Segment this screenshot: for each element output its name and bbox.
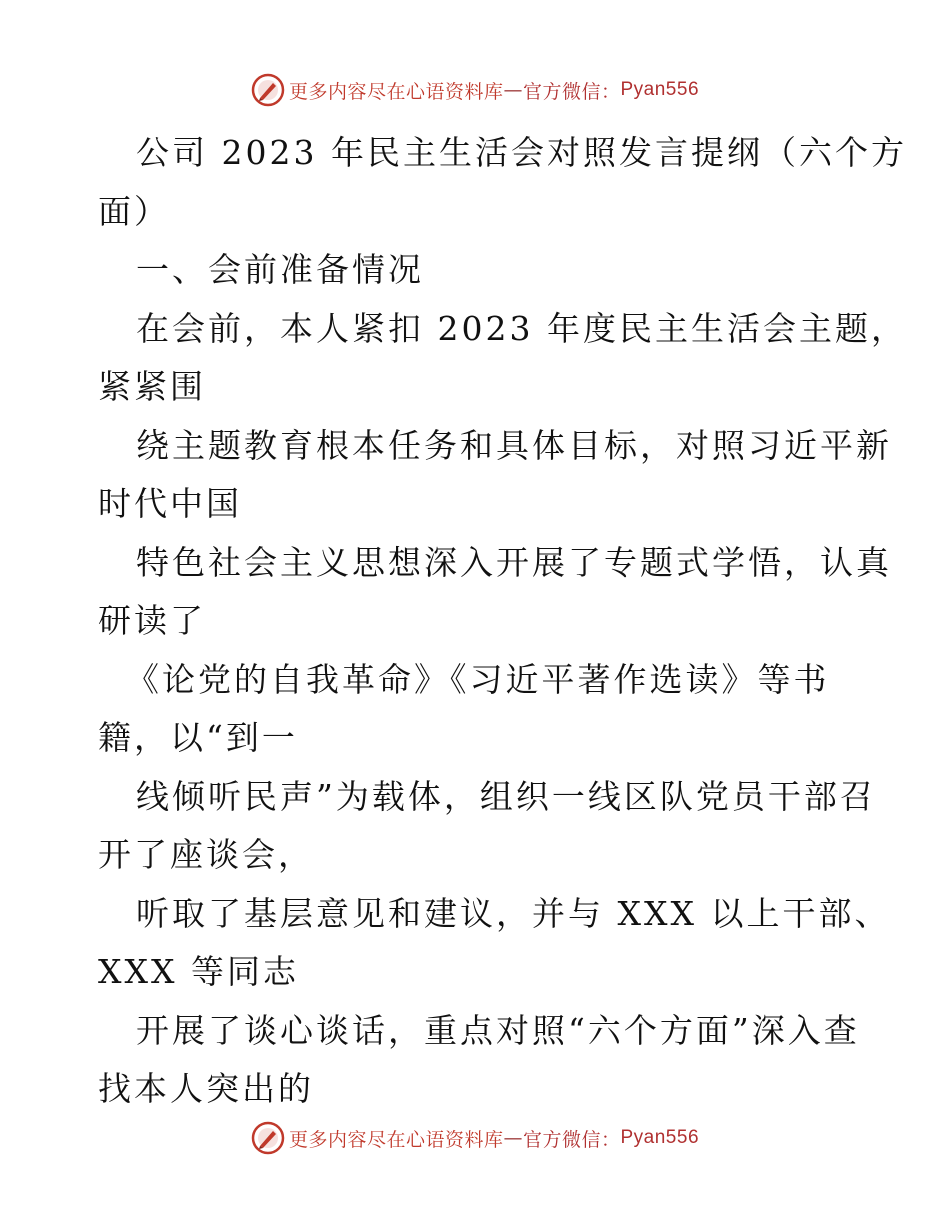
paragraph-line: 特色社会主义思想深入开展了专题式学悟，认真 [136, 542, 892, 582]
paragraph-line: 线倾听民声”为载体，组织一线区队党员干部召 [136, 776, 876, 816]
banner-official-label: 官方微信： [522, 80, 621, 103]
banner-wechat-id: Pyan556 [620, 1127, 700, 1148]
banner-text: 更多内容尽在心语资料库 [288, 1128, 504, 1151]
paragraph-line: 籍，以“到一 [98, 718, 298, 757]
banner-text: 更多内容尽在心语资料库 [288, 80, 504, 103]
document-body [98, 124, 907, 1119]
paragraph-line: 绕主题教育根本任务和具体目标，对照习近平新 [136, 425, 892, 465]
paragraph-line: 时代中国 [98, 484, 242, 523]
banner-official-label: 官方微信： [522, 1128, 621, 1151]
paragraph-line: XXX 等同志 [98, 952, 299, 991]
doc-title-line-2: 面） [98, 191, 170, 231]
paragraph-line: 研读了 [98, 601, 206, 640]
paragraph-line: 找本人突出的 [98, 1069, 314, 1108]
banner-wechat-id: Pyan556 [620, 79, 700, 100]
pen-logo-icon [251, 73, 285, 107]
section-heading: 一、会前准备情况 [136, 250, 424, 289]
paragraph-line: 开展了谈心谈话，重点对照“六个方面”深入查 [136, 1010, 860, 1050]
footer-banner [0, 1118, 950, 1158]
paragraph-line: 听取了基层意见和建议，并与 XXX 以上干部、 [136, 893, 891, 933]
header-banner [0, 70, 950, 110]
paragraph-line: 在会前，本人紧扣 2023 年度民主生活会主题， [136, 308, 907, 348]
paragraph-line: 紧紧围 [98, 367, 206, 406]
paragraph-line: 开了座谈会， [98, 835, 314, 874]
banner-dash: — [503, 79, 523, 101]
paragraph-line: 《论党的自我革命》《习近平著作选读》等书 [126, 659, 830, 699]
doc-title-line-1: 公司 2023 年民主生活会对照发言提纲（六个方 [136, 133, 907, 172]
banner-dash: — [503, 1127, 523, 1149]
pen-logo-icon [251, 1121, 285, 1155]
